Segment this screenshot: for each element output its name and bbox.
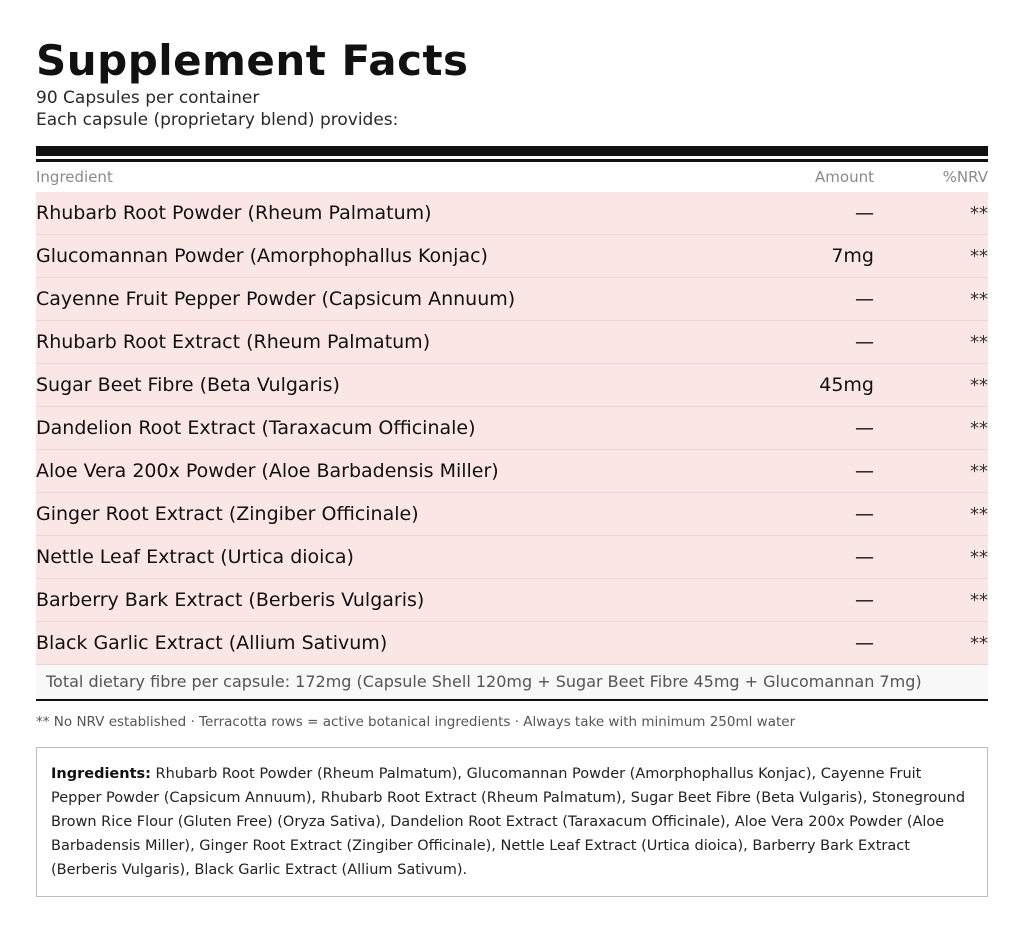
ingredient-amount: 45mg [819,374,874,396]
ingredient-name: Sugar Beet Fibre (Beta Vulgaris) [36,374,340,396]
ingredient-amount: — [855,288,874,310]
page-title: Supplement Facts [36,36,469,85]
ingredients-box [36,747,988,897]
footnote: ** No NRV established · Terracotta rows = active botanical ingredients · Always take with minimum 250ml water [36,714,796,730]
table-row [36,536,988,579]
ingredient-nrv: ** [970,460,988,482]
table-row [36,450,988,493]
table-row [36,192,988,235]
table-row [36,321,988,364]
ingredient-nrv: ** [970,503,988,525]
table-row [36,364,988,407]
ingredient-amount: 7mg [831,245,874,267]
ingredient-amount: — [855,546,874,568]
table-row [36,579,988,622]
ingredient-name: Aloe Vera 200x Powder (Aloe Barbadensis Miller) [36,460,499,482]
ingredient-name: Cayenne Fruit Pepper Powder (Capsicum Annuum) [36,288,516,310]
table-row [36,407,988,450]
ingredient-name: Rhubarb Root Extract (Rheum Palmatum) [36,331,431,353]
ingredient-nrv: ** [970,589,988,611]
header-ingredient: Ingredient [36,168,113,186]
ingredient-amount: — [855,503,874,525]
table-row [36,235,988,278]
ingredient-name: Ginger Root Extract (Zingiber Officinale) [36,503,419,525]
ingredient-amount: — [855,417,874,439]
ingredient-nrv: ** [970,202,988,224]
ingredient-table [36,192,988,665]
ingredient-amount: — [855,202,874,224]
ingredient-nrv: ** [970,331,988,353]
ingredients-text: Rhubarb Root Powder (Rheum Palmatum), Glucomannan Powder (Amorphophallus Konjac), Cayenne Fruit Pepper Powder (Capsicum Annuum), Rhubarb Root Extract (Rheum Palmatum), Sugar Beet Fibre (Beta Vulgaris), Stoneground Brown Rice Flour (Gluten Free) (Oryza Sativa), Dandelion Root Extract (Taraxacum Officinale), Aloe Vera 200x Powder (Aloe Barbadensis Miller), Ginger Root Extract (Zingiber Officinale), Nettle Leaf Extract (Urtica dioica), Barberry Bark Extract (Berberis Vulgaris), Black Garlic Extract (Allium Sativum). [51,766,966,878]
ingredient-name: Glucomannan Powder (Amorphophallus Konjac) [36,245,488,267]
serving-description: Each capsule (proprietary blend) provides: [36,110,399,130]
ingredients-label: Ingredients: [51,766,151,782]
ingredient-nrv: ** [970,632,988,654]
ingredient-name: Black Garlic Extract (Allium Sativum) [36,632,388,654]
ingredient-nrv: ** [970,374,988,396]
ingredient-name: Barberry Bark Extract (Berberis Vulgaris) [36,589,425,611]
thick-divider [36,146,988,156]
servings-per-container: 90 Capsules per container [36,88,260,108]
ingredient-nrv: ** [970,288,988,310]
header-nrv: %NRV [942,168,988,186]
ingredient-nrv: ** [970,245,988,267]
ingredient-name: Nettle Leaf Extract (Urtica dioica) [36,546,354,568]
dietary-fibre-note: Total dietary fibre per capsule: 172mg (Capsule Shell 120mg + Sugar Beet Fibre 45mg + Glucomannan 7mg) [36,665,988,701]
ingredient-amount: — [855,589,874,611]
ingredient-nrv: ** [970,546,988,568]
table-header [36,162,988,192]
ingredient-amount: — [855,632,874,654]
table-row [36,493,988,536]
table-row [36,622,988,665]
ingredient-nrv: ** [970,417,988,439]
header-amount: Amount [815,168,874,186]
ingredient-name: Dandelion Root Extract (Taraxacum Officinale) [36,417,476,439]
supplement-facts-panel [36,0,988,897]
ingredient-amount: — [855,331,874,353]
table-row [36,278,988,321]
ingredient-amount: — [855,460,874,482]
ingredient-name: Rhubarb Root Powder (Rheum Palmatum) [36,202,432,224]
